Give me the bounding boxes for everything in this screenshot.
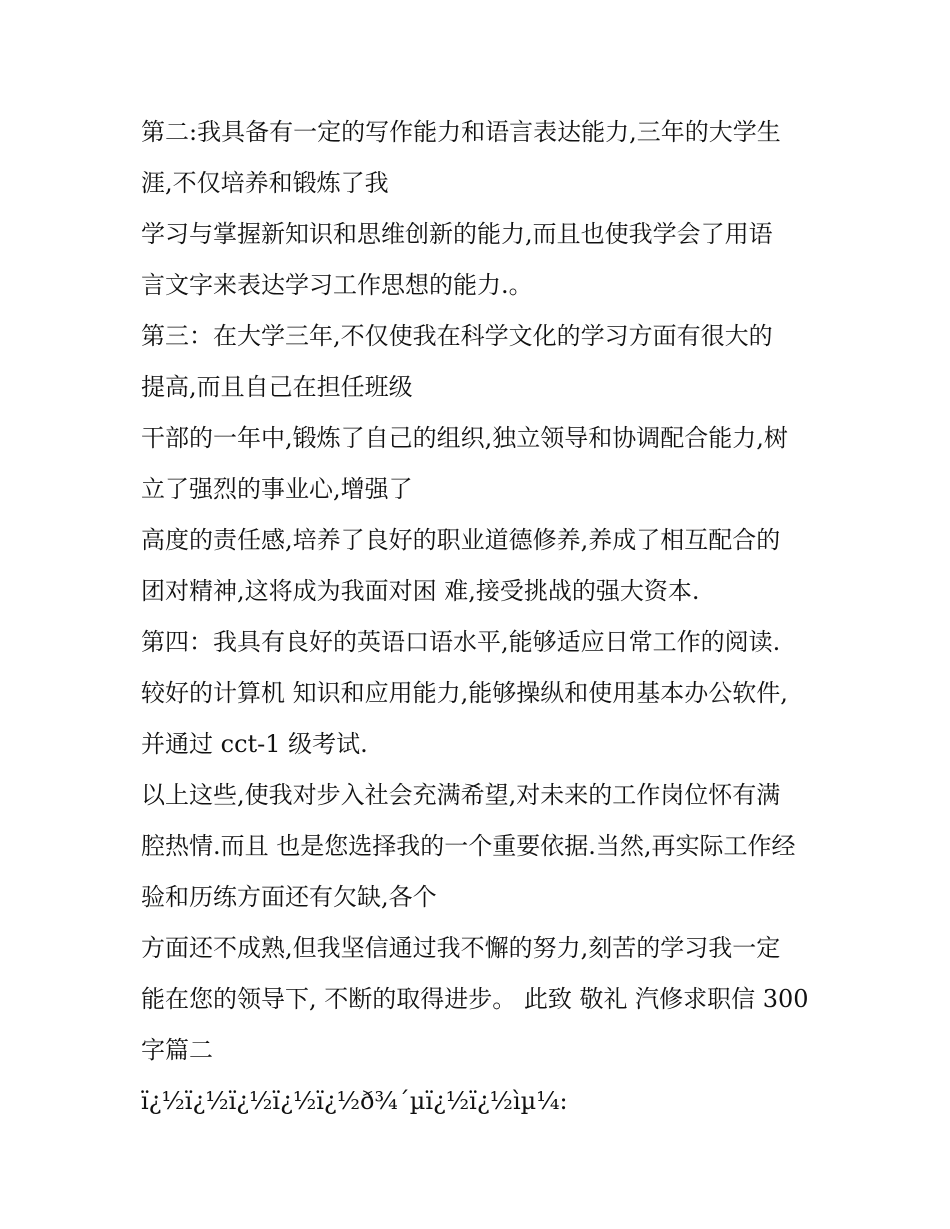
text-line: 立了强烈的事业心,增强了 (141, 475, 413, 503)
text-line: 第二:我具备有一定的写作能力和语言表达能力,三年的大学生 (141, 118, 781, 146)
text-line: 方面还不成熟,但我坚信通过我不懈的努力,刻苦的学习我一定 (141, 934, 781, 962)
text-line: 干部的一年中,锻炼了自己的组织,独立领导和协调配合能力,树 (141, 424, 788, 452)
text-line: 字篇二 (141, 1036, 213, 1064)
text-line: 以上这些,使我对步入社会充满希望,对未来的工作岗位怀有满 (141, 781, 781, 809)
text-line: 腔热情.而且 也是您选择我的一个重要依据.当然,再实际工作经 (141, 832, 796, 860)
text-line: 较好的计算机 知识和应用能力,能够操纵和使用基本办公软件, (141, 679, 788, 707)
text-line: 学习与掌握新知识和思维创新的能力,而且也使我学会了用语 (141, 220, 773, 248)
text-line: 团对精神,这将成为我面对困 难,接受挑战的强大资本. (141, 577, 700, 605)
text-line: 能在您的领导下, 不断的取得进步。 此致 敬礼 汽修求职信 300 (141, 985, 809, 1013)
text-line: 验和历练方面还有欠缺,各个 (141, 883, 437, 911)
text-line: 第三：在大学三年,不仅使我在科学文化的学习方面有很大的 (141, 322, 773, 350)
document-body (141, 107, 821, 1127)
text-line: 并通过 cct-1 级考试. (141, 730, 368, 758)
text-line: 涯,不仅培养和锻炼了我 (141, 169, 389, 197)
text-line: 第四：我具有良好的英语口语水平,能够适应日常工作的阅读. (141, 628, 781, 656)
text-line: ï¿½ï¿½ï¿½ï¿½ï¿½ð¾´µï¿½ï¿½ìµ¼: (141, 1087, 568, 1115)
text-line: 高度的责任感,培养了良好的职业道德修养,养成了相互配合的 (141, 526, 781, 554)
text-line: 言文字来表达学习工作思想的能力.。 (141, 271, 533, 299)
text-line: 提高,而且自己在担任班级 (141, 373, 413, 401)
